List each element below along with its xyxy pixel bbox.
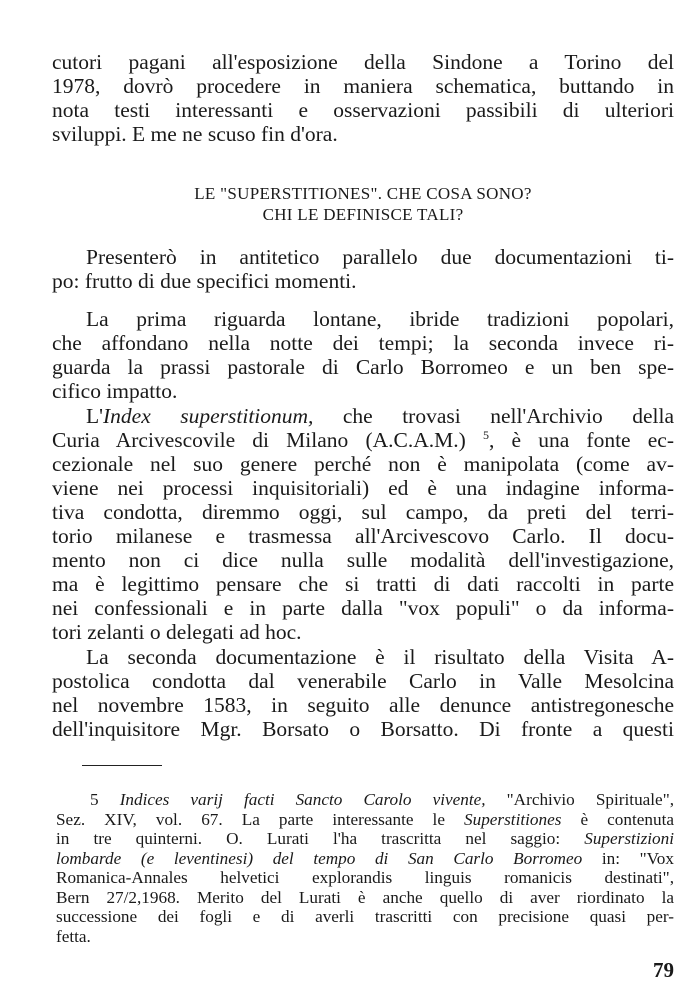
text-line: guarda la prassi pastorale di Carlo Borromeo e un ben spe- (52, 355, 674, 379)
text-line: mento non ci dice nulla sulle modalità dell'investigazione, (52, 548, 674, 572)
text-line: Presenterò in antitetico parallelo due documentazioni ti- (86, 245, 674, 269)
text-line (52, 428, 674, 452)
text-line: nota testi interessanti e osservazioni passibili di ulteriori (52, 98, 674, 122)
footnote-5 (56, 790, 674, 946)
section-heading (52, 183, 674, 225)
text-fragment: che trovasi nell'Archivio della (313, 404, 674, 428)
text-fragment: Superstitiones (464, 809, 562, 829)
text-fragment: "Archivio Spirituale", (485, 790, 675, 809)
text-line: 1978, dovrò procedere in maniera schematica, buttando in (52, 74, 674, 98)
section-heading-line-2: CHI LE DEFINISCE TALI? (262, 205, 464, 224)
text-fragment: , è una fonte ec- (488, 428, 675, 452)
index-superstitionum-title: Index superstitionum, (103, 404, 314, 428)
footnote-line: fetta. (56, 926, 91, 946)
text-line: cezionale nel suo genere perché non è manipolata (come av- (52, 452, 674, 476)
text-fragment: Curia Arcivescovile di Milano (A.C.A.M.) (52, 428, 466, 452)
text-line: ma è legittimo pensare che si tratti di dati raccolti in parte (52, 572, 674, 596)
footnote-marker: 5 (482, 427, 489, 442)
footnote-divider (82, 765, 162, 766)
text-line: po: frutto di due specifici momenti. (52, 269, 357, 293)
text-line: La prima riguarda lontane, ibride tradizioni popolari, (86, 307, 674, 331)
paragraph-2 (52, 307, 674, 403)
paragraph-1 (52, 245, 674, 293)
footnote-line (56, 810, 674, 830)
text-fragment: Superstizioni (584, 829, 674, 848)
text-line (52, 404, 674, 428)
paragraph-4 (52, 645, 674, 741)
text-line: La seconda documentazione è il risultato della Visita A- (86, 645, 674, 669)
footnote-line: Bern 27/2,1968. Merito del Lurati è anche quello di aver riordinato la (56, 887, 674, 907)
text-fragment: lombarde (e leventinesi) del tempo di San Carlo Borromeo (56, 848, 583, 868)
text-line: nel novembre 1583, in seguito alle denunce antistregonesche (52, 693, 674, 717)
footnote-line (56, 829, 674, 849)
footnote-line (56, 790, 674, 810)
text-line: dell'inquisitore Mgr. Borsato o Borsatto. Di fronte a questi (52, 717, 674, 741)
text-fragment: Indices varij facti Sancto Carolo vivente, (119, 790, 486, 809)
footnote-number: 5 (90, 790, 99, 809)
text-line: cifico impatto. (52, 379, 178, 403)
text-fragment: è contenuta (561, 809, 674, 829)
page-number: 79 (653, 958, 674, 982)
intro-paragraph (52, 50, 674, 146)
text-line: postolica condotta dal venerabile Carlo in Valle Mesolcina (52, 669, 674, 693)
text-fragment: in: "Vox (582, 848, 674, 868)
text-line: sviluppi. E me ne scuso fin d'ora. (52, 122, 338, 146)
text-line: cutori pagani all'esposizione della Sindone a Torino del (52, 50, 674, 74)
text-fragment: Sez. XIV, vol. 67. La parte interessante le (56, 809, 465, 829)
footnote-line (56, 849, 674, 869)
section-heading-line-1: LE "SUPERSTITIONES". CHE COSA SONO? (194, 184, 532, 203)
text-line: nei confessionali e in parte dalla "vox populi" o da informa- (52, 596, 674, 620)
footnote-line: Romanica-Annales helvetici explorandis linguis romanicis destinati", (56, 868, 674, 887)
text-line: torio milanese e trasmessa all'Arcivescovo Carlo. Il docu- (52, 524, 674, 548)
text-line: tori zelanti o delegati ad hoc. (52, 620, 302, 644)
paragraph-3 (52, 404, 674, 644)
text-line: viene nei processi inquisitoriali) ed è una indagine informa- (52, 476, 674, 500)
text-line: che affondano nella notte dei tempi; la seconda invece ri- (52, 331, 674, 355)
text-fragment: L' (86, 404, 104, 428)
footnote-line: successione dei fogli e di averli trascritti con precisione quasi per- (56, 907, 674, 926)
text-fragment: in tre quinterni. O. Lurati l'ha trascritta nel saggio: (56, 829, 585, 848)
text-line: tiva condotta, diremmo oggi, sul campo, da preti del terri- (52, 500, 674, 524)
